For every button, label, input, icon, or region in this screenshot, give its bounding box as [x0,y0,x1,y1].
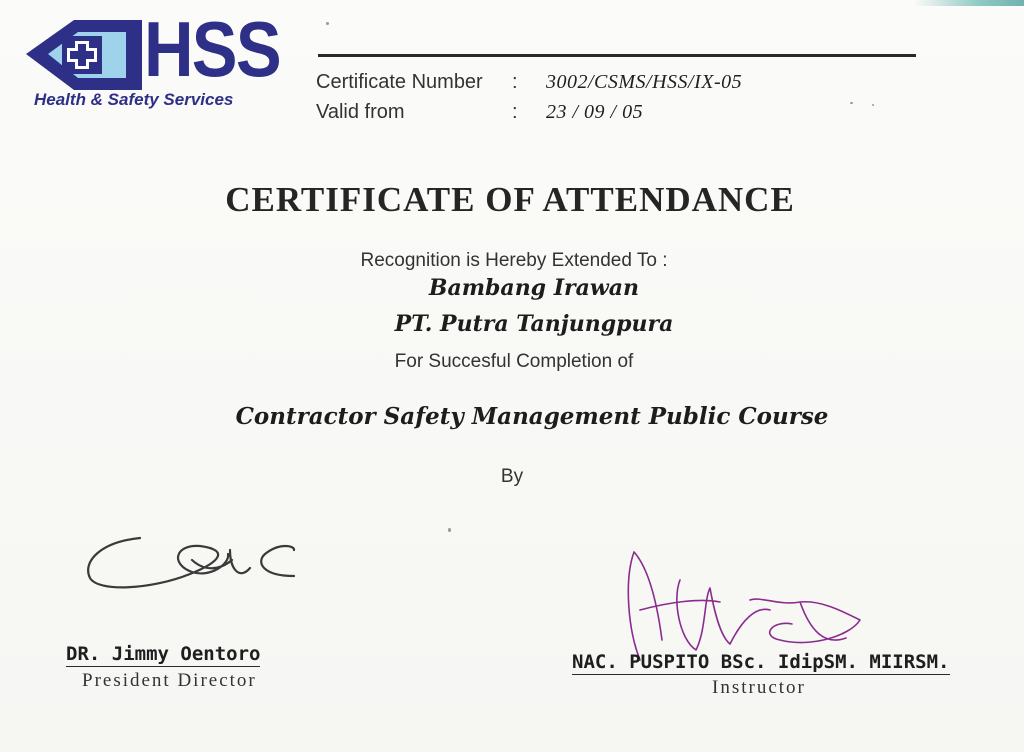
signatory-left-name: DR. Jimmy Oentoro [66,643,261,665]
signatory-right-name: NAC. PUSPITO BSc. IdipSM. MIIRSM. [572,651,950,673]
course-name-text: Contractor Safety Management Public Course [235,403,829,430]
valid-from-row [316,101,643,124]
signatory-right-title: Instructor [712,677,806,698]
completion-line [0,351,1024,373]
scan-speck [448,528,451,532]
header-rule [318,54,916,57]
recognition-text: Recognition is Hereby Extended To : [360,250,668,271]
signature-left [80,520,310,620]
logo-tagline: Health & Safety Services [34,90,234,109]
valid-from-colon: : [512,101,518,123]
signatory-left-title: President Director [82,670,257,691]
valid-from-value: 23 / 09 / 05 [546,101,644,123]
certificate-number-row [316,71,742,94]
scan-speck [872,104,874,106]
recipient-company-text: PT. Putra Tanjungpura [394,311,674,337]
cross-house-icon [22,16,147,96]
certificate-number-value: 3002/CSMS/HSS/IX-05 [546,71,743,93]
by-line: By [500,466,524,487]
scan-speck [850,102,853,104]
completion-text: For Succesful Completion of [394,351,634,372]
certificate-title [0,180,1024,220]
course-name [0,403,1024,430]
certificate-title-text: CERTIFICATE OF ATTENDANCE [225,180,795,219]
certificate-number-label: Certificate Number [316,71,483,93]
recipient-company [0,311,1024,337]
scan-edge-artifact [914,0,1024,6]
valid-from-label: Valid from [316,101,405,123]
recognition-line [0,250,1024,272]
recipient-name [0,275,1024,301]
scan-speck [326,22,329,25]
recipient-name-text: Bambang Irawan [428,275,640,301]
certificate-number-colon: : [512,71,518,93]
hss-logo [22,5,284,116]
logo-brand-text: HSS [144,5,280,93]
